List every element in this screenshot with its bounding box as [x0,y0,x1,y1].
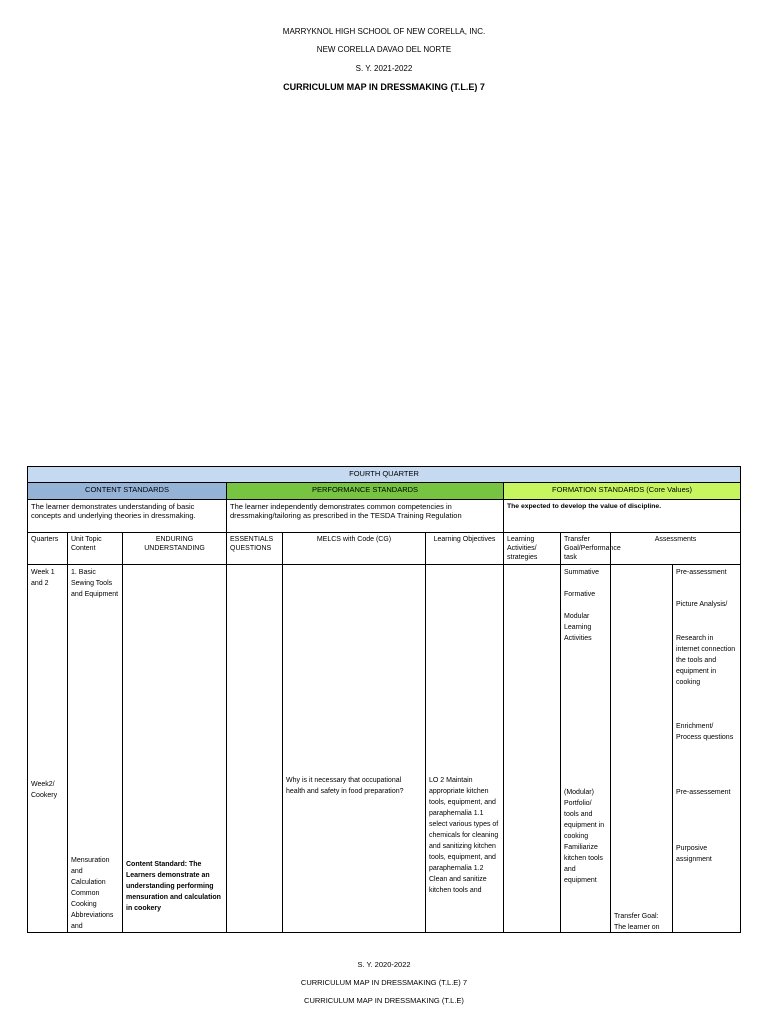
content-standard-description: The learner demonstrates understanding of basic concepts and underlying theories in dressmaking. [28,500,227,533]
quarters-cell [28,565,68,933]
col-melcs: MELCS with Code (CG) [283,533,426,565]
melcs-cell [283,565,426,933]
school-year: S. Y. 2021-2022 [355,64,413,73]
school-address: NEW CORELLA DAVAO DEL NORTE [316,45,452,54]
curriculum-map-table [27,466,741,933]
assessments-left-cell [611,565,673,933]
quarter-week-1-2: Week 1 and 2 [31,569,55,588]
footer-title: CURRICULUM MAP IN DRESSMAKING (T.L.E) 7 [300,978,468,987]
footer-title-2: CURRICULUM MAP IN DRESSMAKING (T.L.E) [304,996,464,1005]
transfer-summative: Summative [564,569,600,577]
transfer-goal-cell [561,565,611,933]
enduring-content-standard: Content Standard: The Learners demonstrate an understanding performing mensuration and calculation in cookery [126,861,221,913]
learning-activities-cell [504,565,561,933]
transfer-formative: Formative [564,591,596,599]
transfer-portfolio: (Modular) Portfolio/ tools and equipment in cooking Familiarize kitchen tools and equipment [564,789,605,885]
unit-basic-sewing-tools: 1. Basic Sewing Tools and Equipment [71,569,119,599]
quarter-heading: FOURTH QUARTER [28,467,741,483]
assessment-enrichment: Enrichment/ Process questions [676,723,734,742]
assessment-pre-assessment: Pre-assessment [676,569,727,577]
melcs-question: Why is it necessary that occupational health and safety in food preparation? [286,777,404,796]
col-unit-topic: Unit Topic Content [68,533,123,565]
unit-topic-cell [68,565,123,933]
formation-standard-description: The expected to develop the value of discipline. [504,500,741,533]
col-learning-objectives: Learning Objectives [426,533,504,565]
assessment-research: Research in internet connection the tools and equipment in cooking [676,635,736,687]
col-quarters: Quarters [28,533,68,565]
performance-standards-heading: PERFORMANCE STANDARDS [227,483,504,500]
footer-school-year: S. Y. 2020-2022 [357,960,411,969]
content-standards-heading: CONTENT STANDARDS [28,483,227,500]
assessment-pre-assessement: Pre-assessement [676,789,731,797]
col-essentials-questions: ESSENTIALS QUESTIONS [227,533,283,565]
school-name: MARRYKNOL HIGH SCHOOL OF NEW CORELLA, INC. [282,27,486,36]
assessment-picture-analysis: Picture Analysis/ [676,601,728,609]
quarter-week-2-cookery: Week2/ Cookery [31,781,58,800]
col-learning-activities: Learning Activities/ strategies [504,533,561,565]
col-transfer-goal: Transfer Goal/Performance task [561,533,611,565]
learning-objective-lo2: LO 2 Maintain appropriate kitchen tools, equipment, and paraphernalia 1.1 select various types of chemicals for cleaning and sanitizing kitchen tools, equipment, and paraphernalia 1.2 Clean and sanitize kitchen tools and [429,777,499,895]
formation-standards-heading: FORMATION STANDARDS (Core Values) [504,483,741,500]
document-title: CURRICULUM MAP IN DRESSMAKING (T.L.E) 7 [283,82,485,92]
col-assessments: Assessments [611,533,741,565]
transfer-goal-note: Transfer Goal: The learner on [614,913,660,932]
assessments-right-cell [673,565,741,933]
learning-objectives-cell [426,565,504,933]
performance-standard-description: The learner independently demonstrates common competencies in dressmaking/tailoring as prescribed in the TESDA Training Regulation [227,500,504,533]
unit-mensuration: Mensuration and Calculation Common Cooking Abbreviations and [71,857,114,931]
assessment-purposive: Purposive assignment [676,845,712,864]
enduring-understanding-cell [123,565,227,933]
essentials-questions-cell [227,565,283,933]
col-enduring-understanding: ENDURING UNDERSTANDING [123,533,227,565]
transfer-modular-activities: Modular Learning Activities [564,613,592,643]
